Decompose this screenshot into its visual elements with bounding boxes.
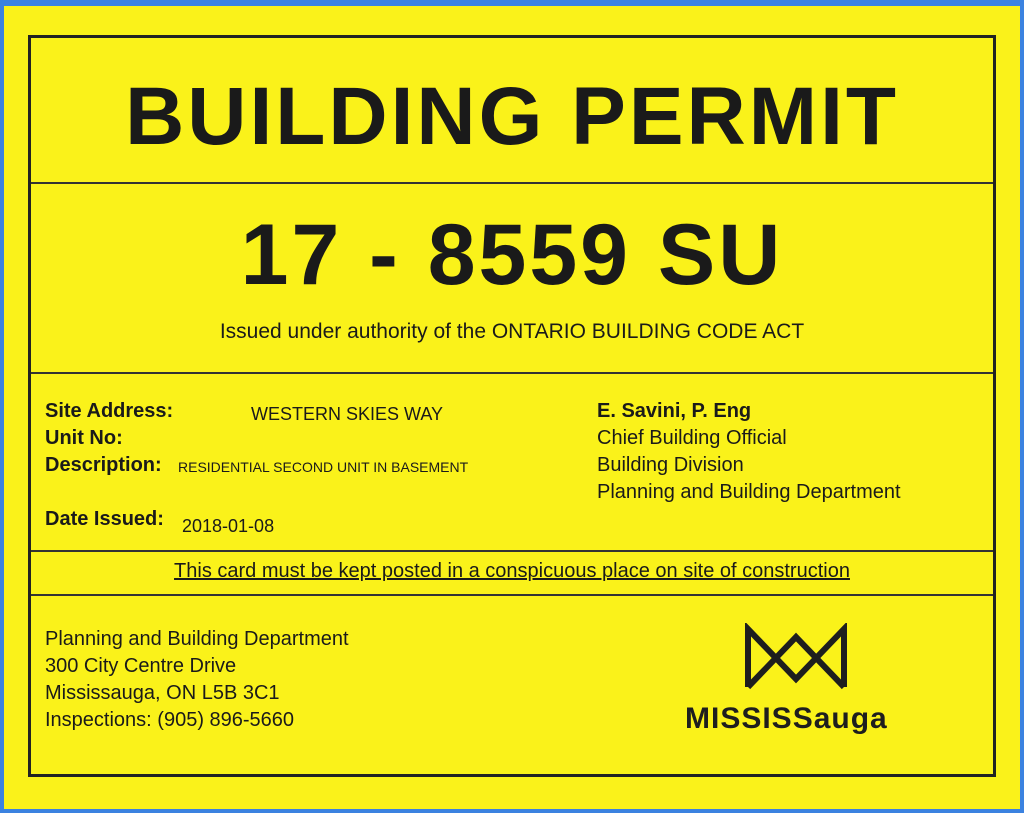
site-address-value: WESTERN SKIES WAY — [251, 404, 444, 424]
description-value: RESIDENTIAL SECOND UNIT IN BASEMENT — [178, 459, 469, 475]
posting-notice: This card must be kept posted in a conspicuous place on site of construction — [174, 560, 850, 582]
divider — [31, 372, 993, 374]
divider — [31, 594, 993, 596]
mississauga-logo-icon — [744, 623, 848, 693]
official-department: Planning and Building Department — [597, 481, 901, 503]
footer-dept: Planning and Building Department — [45, 628, 349, 650]
footer-street: 300 City Centre Drive — [45, 655, 237, 677]
official-name: E. Savini, P. Eng — [597, 400, 752, 422]
description-label: Description: — [45, 454, 162, 476]
site-address-label: Site Address: — [45, 400, 174, 422]
authority-text: Issued under authority of the ONTARIO BUILDING CODE ACT — [219, 320, 805, 343]
permit-card — [4, 6, 1020, 809]
footer-city: Mississauga, ON L5B 3C1 — [45, 682, 280, 704]
permit-frame — [28, 35, 996, 777]
official-division: Building Division — [597, 454, 744, 476]
date-issued-value: 2018-01-08 — [182, 516, 275, 536]
footer-inspections: Inspections: (905) 896-5660 — [45, 709, 295, 731]
divider — [31, 550, 993, 552]
official-title: Chief Building Official — [597, 427, 787, 449]
page-title: BUILDING PERMIT — [125, 71, 899, 162]
date-issued-label: Date Issued: — [45, 508, 164, 530]
permit-number: 17 - 8559 SU — [240, 207, 784, 303]
mississauga-logo-text: MISSISSauga — [685, 702, 888, 735]
unit-no-label: Unit No: — [45, 427, 123, 449]
divider — [31, 182, 993, 184]
